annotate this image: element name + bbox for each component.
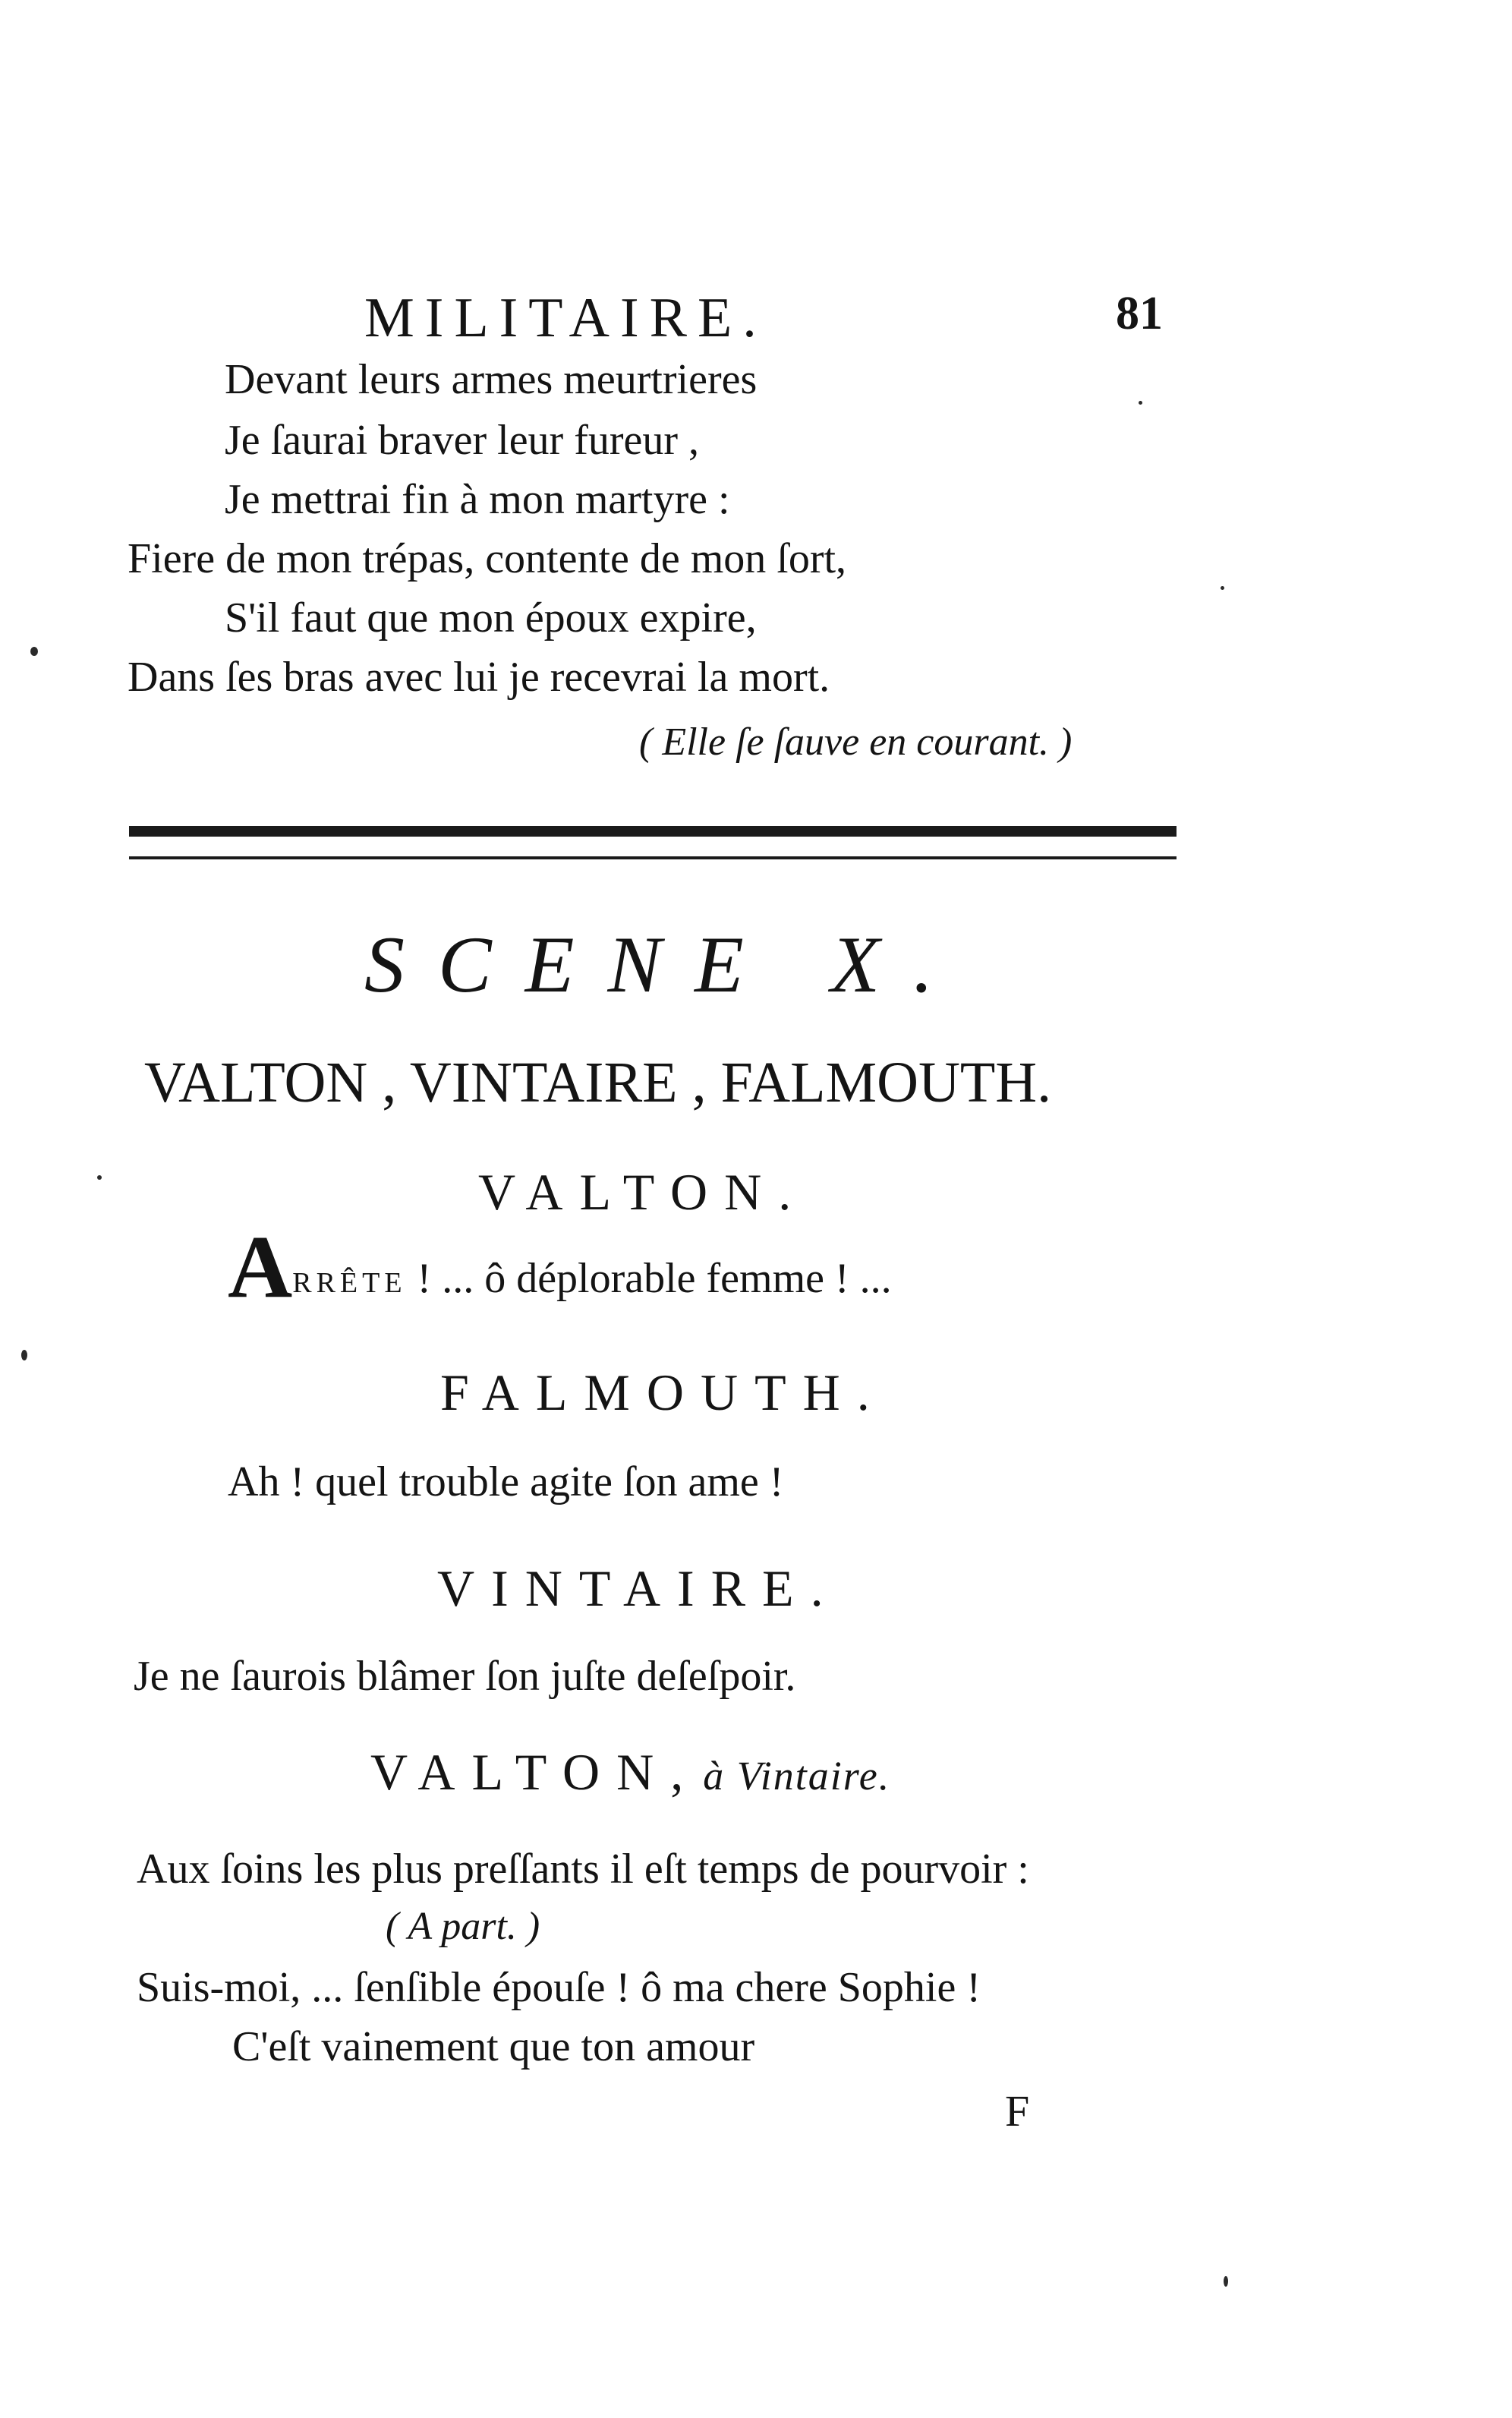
speaker-name: VALTON, xyxy=(370,1743,701,1801)
speaker-name: VINTAIRE. xyxy=(437,1559,840,1617)
verse-line: Suis-moi, ... ſenſible épouſe ! ô ma chere Sophie ! xyxy=(137,1964,981,2011)
verse-line: Je ſaurai braver leur fureur , xyxy=(225,417,699,464)
section-rule-thick xyxy=(129,826,1177,837)
dialogue-line: ! ... ô déplorable femme ! ... xyxy=(417,1255,892,1302)
stage-direction: ( A part. ) xyxy=(386,1905,540,1948)
dialogue-line: Aux ſoins les plus preſſants il eſt temps de pourvoir : xyxy=(137,1846,1029,1893)
drop-capital: A xyxy=(228,1217,293,1316)
verse-line: Je mettrai fin à mon martyre : xyxy=(225,476,730,523)
verse-line: S'il faut que mon époux expire, xyxy=(225,594,757,642)
verse-line: Devant leurs armes meurtrieres xyxy=(225,356,758,403)
speaker-direction: à Vintaire. xyxy=(703,1753,891,1799)
catchword: F xyxy=(1005,2086,1030,2136)
ink-speck xyxy=(30,647,38,656)
verse-line: C'eſt vainement que ton amour xyxy=(232,2023,755,2070)
dialogue-line: Je ne ſaurois blâmer ſon juſte deſeſpoir. xyxy=(134,1653,796,1700)
ink-speck xyxy=(1139,401,1142,405)
ink-speck xyxy=(1221,586,1224,590)
speaker-name: FALMOUTH. xyxy=(440,1363,887,1421)
dialogue-line: Ah ! quel trouble agite ſon ame ! xyxy=(228,1458,784,1505)
dropcap-line xyxy=(228,1217,892,1316)
ink-speck xyxy=(1224,2276,1228,2287)
verse-line: Dans ſes bras avec lui je recevrai la mort. xyxy=(128,654,830,701)
ink-speck xyxy=(21,1350,27,1360)
character-list: VALTON , VINTAIRE , FALMOUTH. xyxy=(144,1051,1052,1114)
page-number: 81 xyxy=(1116,288,1163,339)
ink-speck xyxy=(97,1175,102,1180)
stage-direction: ( Elle ſe ſauve en courant. ) xyxy=(639,720,1073,764)
section-rule-thin xyxy=(129,856,1177,859)
speaker-line xyxy=(370,1743,891,1801)
running-head: MILITAIRE. xyxy=(364,287,767,349)
scene-title: SCENE X. xyxy=(364,920,967,1009)
verse-line: Fiere de mon trépas, contente de mon ſort, xyxy=(128,535,847,582)
speaker-name: VALTON. xyxy=(478,1163,808,1221)
small-caps-word: RRÊTE xyxy=(292,1267,407,1299)
